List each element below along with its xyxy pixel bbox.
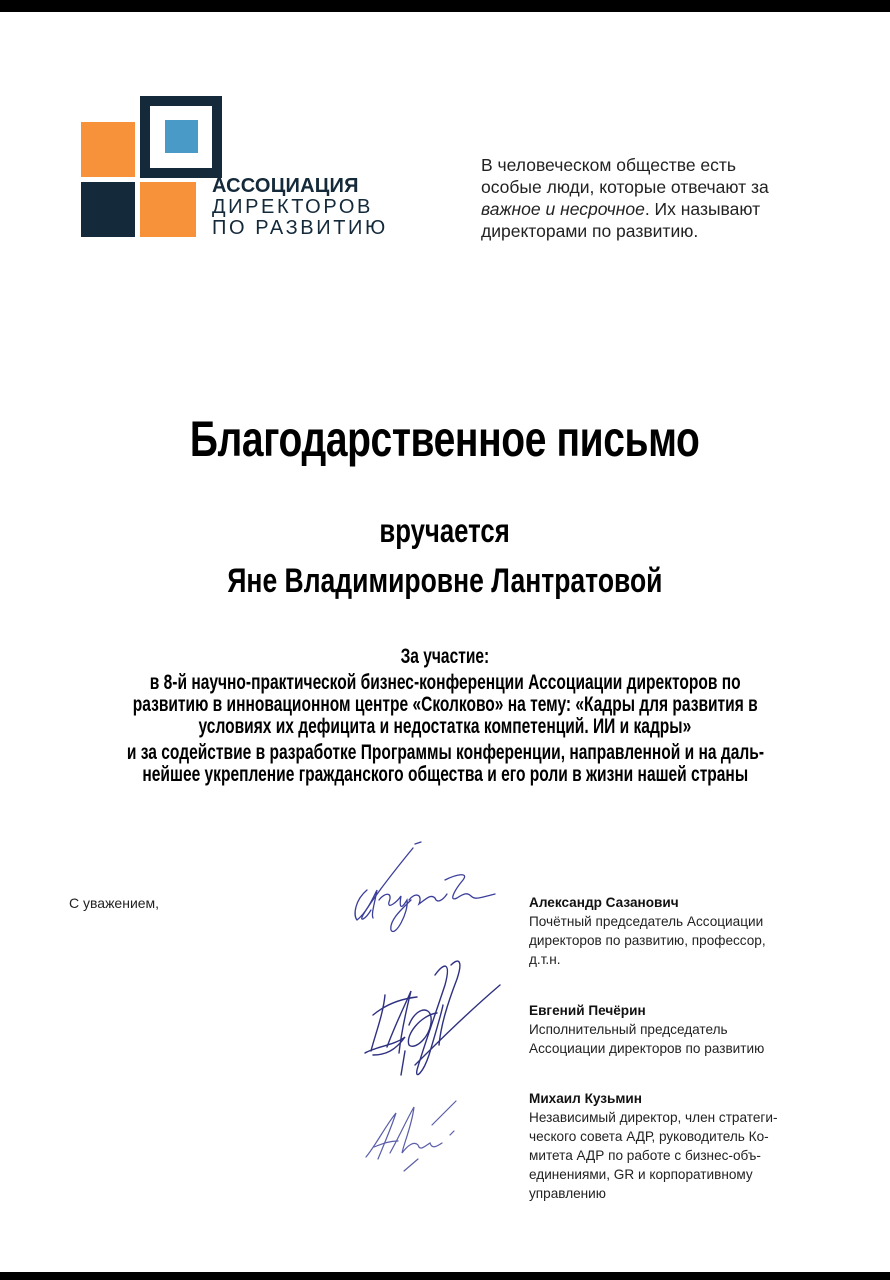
- reasons-block: [0, 646, 890, 786]
- motto: [481, 154, 821, 242]
- logo-blue-square: [165, 120, 198, 153]
- signer-1: [529, 893, 829, 969]
- association-logo: [0, 0, 400, 260]
- motto-italic: важное и несрочное: [481, 199, 645, 219]
- signer-name: Евгений Печёрин: [529, 1003, 646, 1018]
- signer-title-line: ческого совета АДР, руководитель Ко-: [529, 1129, 769, 1144]
- reason-line-text: в 8-й научно-практической бизнес-конференции Ассоциации директоров по: [149, 671, 741, 694]
- signer-title-line: митета АДР по работе с бизнес-объ-: [529, 1148, 761, 1163]
- signer-title-line: Почётный председатель Ассоциации: [529, 914, 764, 929]
- awarded-wrap: [0, 512, 890, 550]
- motto-line-1: В человеческом обществе есть: [481, 155, 737, 175]
- recipient-name: Яне Владимировне Лантратовой: [227, 562, 663, 600]
- signer-title-line: директоров по развитию, профессор,: [529, 933, 766, 948]
- signer-name: Михаил Кузьмин: [529, 1091, 642, 1106]
- signer-title-line: управлению: [529, 1186, 606, 1201]
- reason-line-text: и за содействие в разработке Программы конференции, направленной и на даль-: [126, 741, 764, 764]
- reason-line: [0, 694, 890, 716]
- reason-line: [0, 742, 890, 764]
- signer-3: [529, 1089, 829, 1203]
- logo-orange-square: [81, 122, 135, 177]
- signer-title-line: д.т.н.: [529, 952, 561, 967]
- signer-name: Александр Сазанович: [529, 895, 679, 910]
- reason-line-text: нейшее укрепление гражданского общества и его роли в жизни нашей страны: [142, 763, 748, 786]
- signer-2: [529, 1001, 829, 1058]
- document-title-wrap: [0, 410, 890, 468]
- reason-line-text: развитию в инновационном центре «Сколково» на тему: «Кадры для развития в: [132, 693, 758, 716]
- signature-kuzmin: [360, 1095, 480, 1175]
- reasons-heading-line: [0, 646, 890, 668]
- reason-line: [0, 716, 890, 738]
- document-title: Благодарственное письмо: [190, 411, 700, 467]
- motto-line-4: директорами по развитию.: [481, 221, 699, 241]
- signer-title-line: единениями, GR и корпоративному: [529, 1167, 753, 1182]
- reason-line: [0, 672, 890, 694]
- reasons-heading: За участие:: [400, 645, 490, 668]
- awarded-text: вручается: [379, 512, 511, 549]
- recipient-wrap: [0, 562, 890, 601]
- logo-dark-square: [81, 182, 135, 237]
- bottom-edge-bar: [0, 1272, 890, 1280]
- reason-line-text: условиях их дефицита и недостатка компетенций. ИИ и кадры»: [198, 715, 692, 738]
- logo-orange-square-2: [140, 182, 196, 237]
- signature-pecherin: [355, 955, 505, 1090]
- closing-regards: С уважением,: [69, 895, 160, 911]
- signature-sazanovich: [345, 840, 505, 940]
- logo-line-1: АССОЦИАЦИЯ: [212, 175, 359, 197]
- signer-title-line: Исполнительный председатель: [529, 1022, 728, 1037]
- signer-title-line: Независимый директор, член стратеги-: [529, 1110, 778, 1125]
- motto-line-3: [481, 198, 821, 220]
- logo-wordmark: [212, 176, 388, 239]
- signer-title-line: Ассоциации директоров по развитию: [529, 1041, 765, 1056]
- motto-line-3-rest: . Их называют: [644, 199, 761, 219]
- reason-line: [0, 764, 890, 786]
- motto-line-2: особые люди, которые отвечают за: [481, 177, 769, 197]
- logo-line-2: ДИРЕКТОРОВ: [212, 196, 373, 218]
- logo-line-3: ПО РАЗВИТИЮ: [212, 217, 388, 239]
